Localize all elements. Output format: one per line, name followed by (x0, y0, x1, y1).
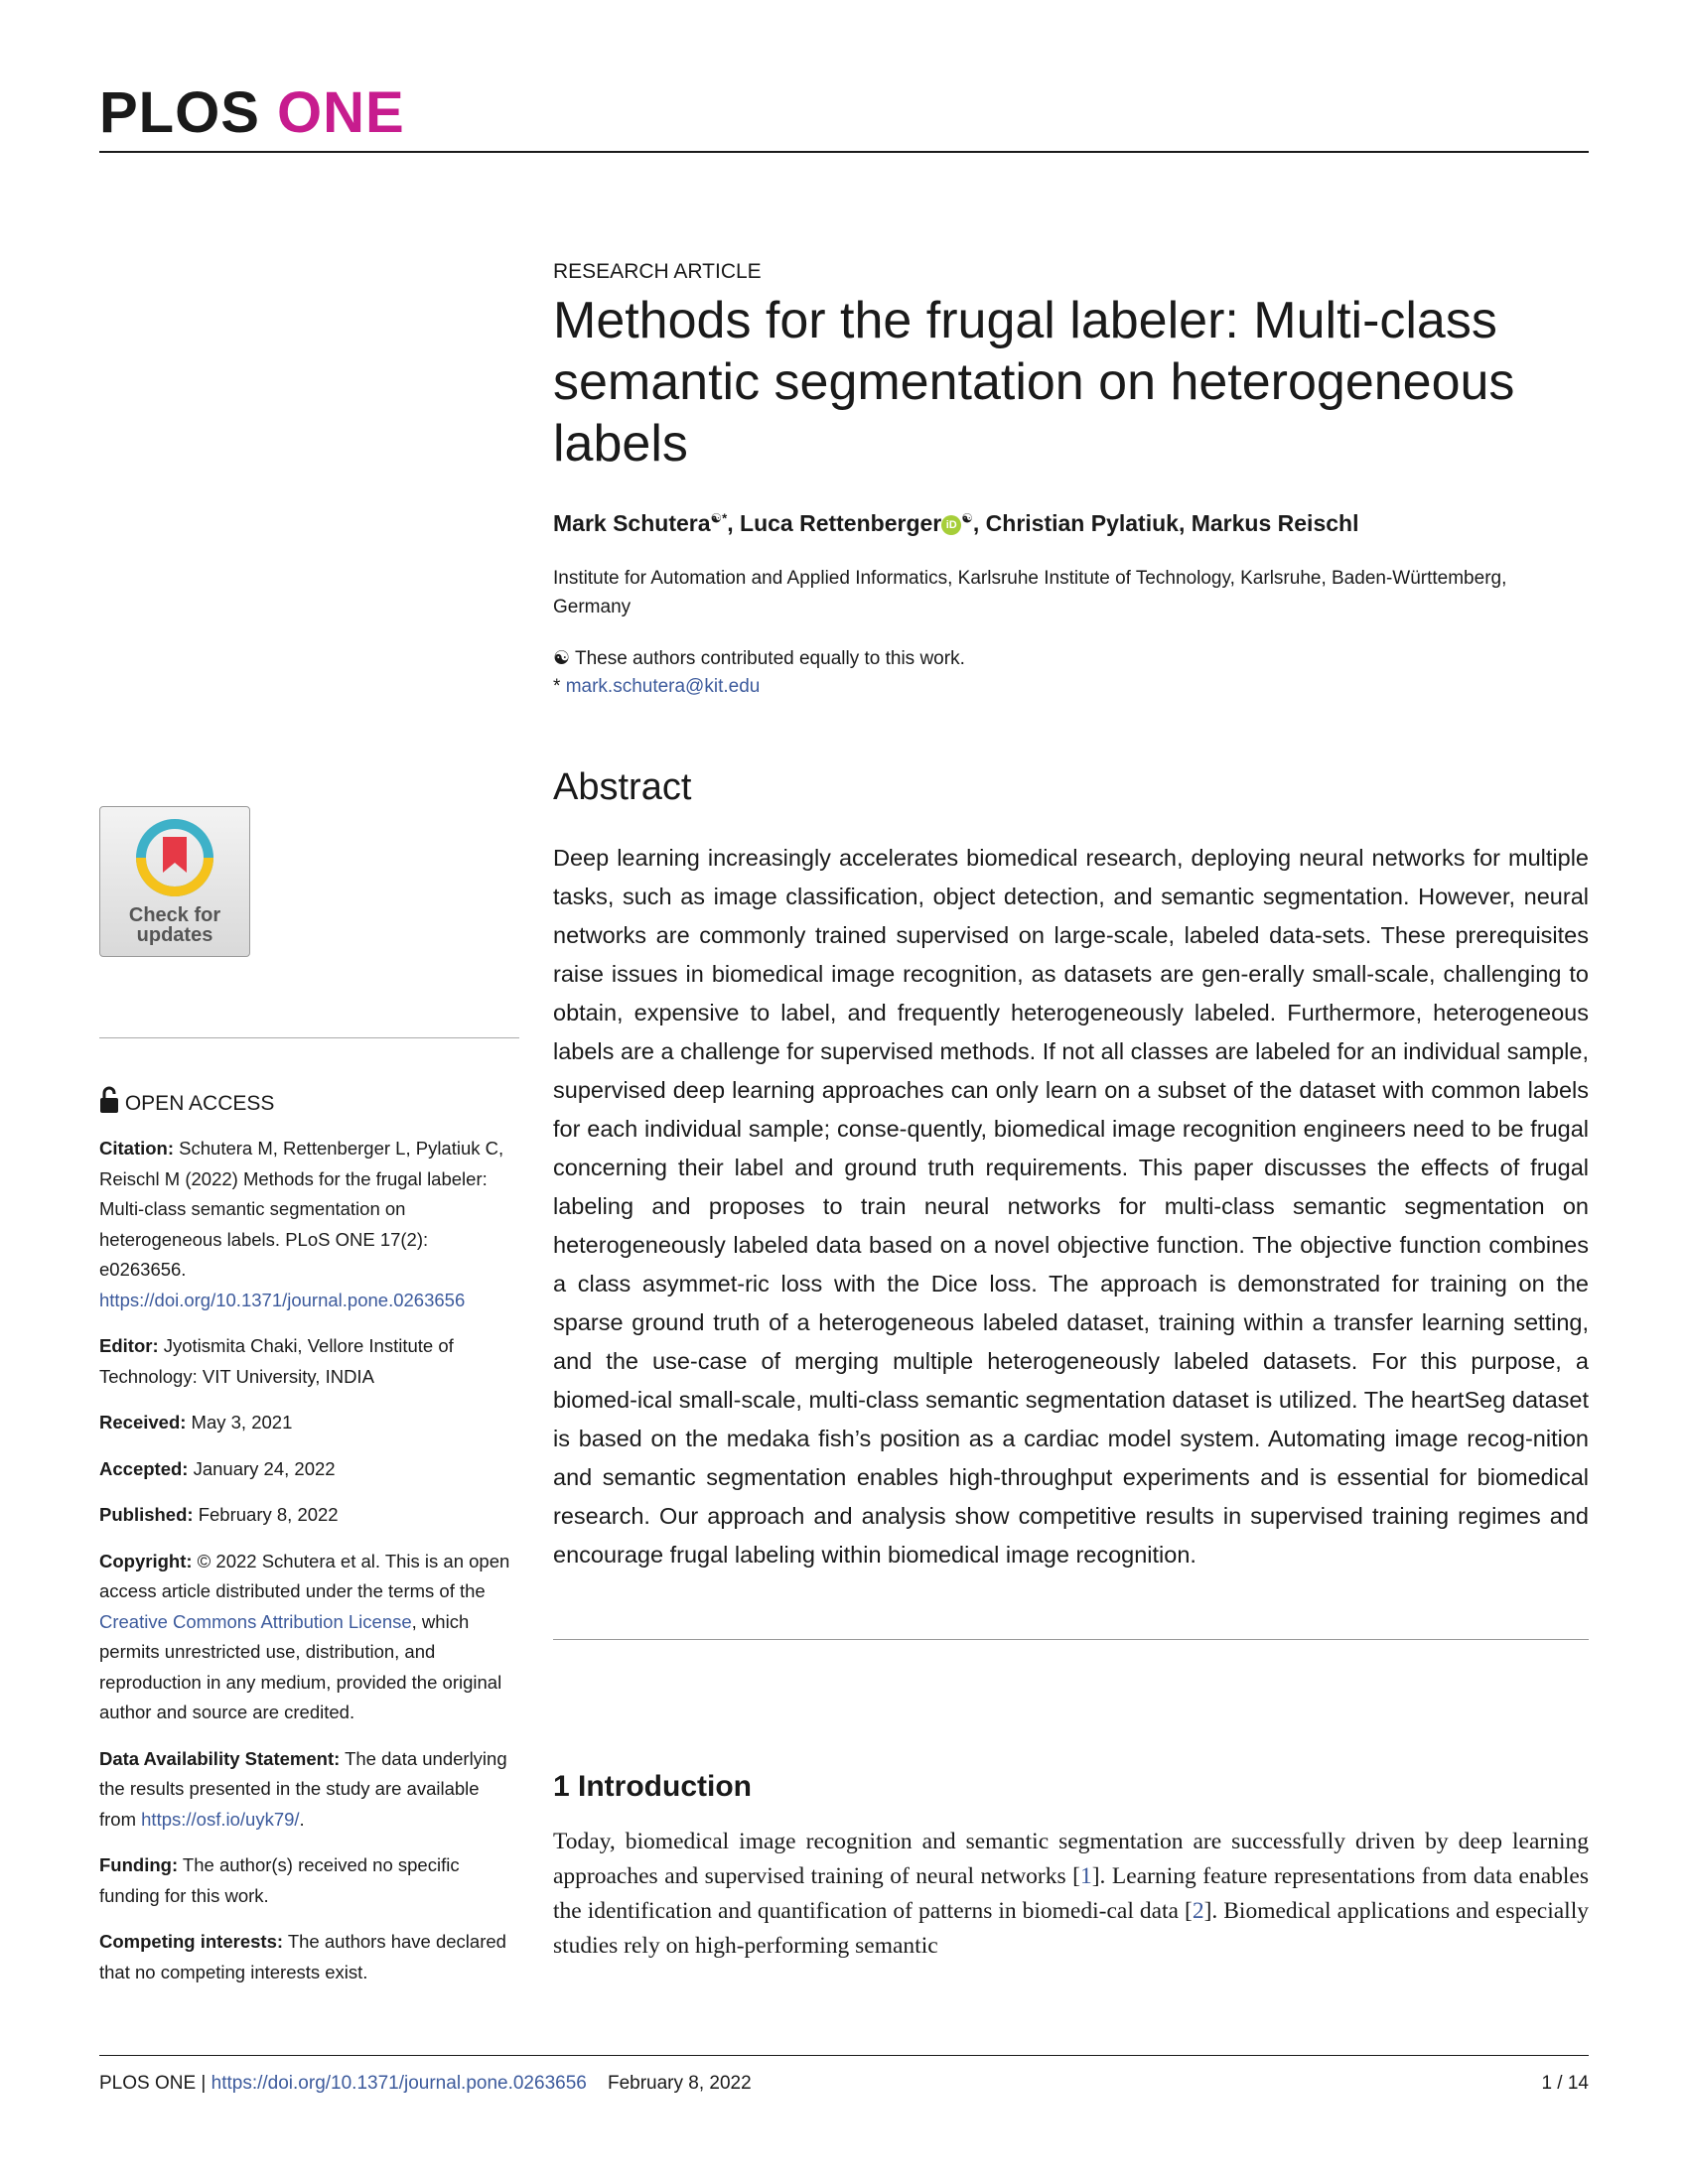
reference-link[interactable]: 1 (1079, 1863, 1092, 1889)
received-date: May 3, 2021 (191, 1412, 293, 1433)
copyright-label: Copyright: (99, 1550, 193, 1571)
competing-interests-block (99, 1927, 519, 1987)
received-label: Received: (99, 1412, 187, 1433)
published-block (99, 1500, 519, 1531)
competing-interests-text: The authors have declared that no competing interests exist. (99, 1931, 506, 1982)
intro-text (553, 1825, 1589, 1964)
corresponding-author (553, 673, 965, 701)
author-list: Mark Schutera☯*, Luca Rettenberger iD ☯, Christian Pylatiuk, Markus Reischl (553, 510, 1359, 536)
copyright-text: © 2022 Schutera et al. This is an open access article distributed under the terms of the (99, 1550, 510, 1601)
received-block (99, 1408, 519, 1438)
data-availability-end: . (299, 1808, 305, 1830)
citation-doi-link[interactable]: https://doi.org/10.1371/journal.pone.0263656 (99, 1289, 466, 1310)
footer-divider (99, 2055, 1589, 2056)
author-name: Mark Schutera (553, 510, 711, 536)
author-marks: ☯ (961, 510, 973, 526)
copyright-text-end: , which permits unrestricted use, distribution, and reproduction in any medium, provided the original author and source are credited. (99, 1610, 502, 1722)
data-availability-text: The data underlying the results presented in the study are available from (99, 1747, 507, 1830)
editor-label: Editor: (99, 1335, 159, 1356)
abstract-divider (553, 1639, 1589, 1640)
copyright-block (99, 1547, 519, 1728)
intro-heading: 1 Introduction (553, 1770, 752, 1803)
journal-logo (99, 79, 405, 146)
equal-contribution-note: ☯ These authors contributed equally to this work. (553, 648, 965, 669)
intro-text-part: ]. Biomedical applications and especially studies rely on high-performing semantic (553, 1898, 1589, 1959)
license-link[interactable]: Creative Commons Attribution License (99, 1610, 412, 1632)
funding-label: Funding: (99, 1854, 179, 1875)
editor-text: Jyotismita Chaki, Vellore Institute of Technology: VIT University, INDIA (99, 1335, 454, 1387)
accepted-label: Accepted: (99, 1457, 189, 1479)
sidebar-divider (99, 1037, 519, 1038)
footer (99, 2073, 752, 2095)
orcid-icon[interactable]: iD (941, 515, 961, 535)
article-title: Methods for the frugal labeler: Multi-class semantic segmentation on heterogeneous labels (553, 292, 1515, 473)
data-link[interactable]: https://osf.io/uyk79/ (141, 1808, 300, 1830)
citation-block (99, 1134, 519, 1315)
crossmark-icon (132, 815, 217, 900)
author-name: Luca Rettenberger (740, 510, 942, 536)
journal-logo-plos: PLOS (99, 80, 260, 145)
open-lock-icon (99, 1086, 119, 1114)
published-date: February 8, 2022 (198, 1504, 339, 1525)
accepted-date: January 24, 2022 (193, 1457, 336, 1479)
abstract-heading: Abstract (553, 766, 692, 808)
author-marks: ☯* (710, 510, 728, 526)
affiliation: Institute for Automation and Applied Informatics, Karlsruhe Institute of Technology, Karlsruhe, Baden-Württemberg, Germany (553, 568, 1507, 617)
article-metadata-sidebar (99, 1134, 519, 2003)
email-link[interactable]: mark.schutera@kit.edu (565, 676, 761, 697)
badge-line-1: Check for (128, 904, 221, 926)
reference-link[interactable]: 2 (1192, 1898, 1204, 1924)
competing-interests-label: Competing interests: (99, 1931, 284, 1952)
author-notes (553, 645, 965, 701)
footer-doi-link[interactable]: https://doi.org/10.1371/journal.pone.0263656 (211, 2073, 587, 2094)
citation-label: Citation: (99, 1138, 175, 1159)
corresponding-star: * (553, 676, 561, 697)
abstract-text: Deep learning increasingly accelerates biomedical research, deploying neural networks for multiple tasks, such as image classification, object detection, and semantic segmentation. However, neural networks are commonly trained supervised on large-scale, labeled data-sets. These prerequisites raise issues in biomedical image recognition, as datasets are gen-erally small-scale, challenging to obtain, expensive to label, and frequently heterogeneously labeled. Furthermore, heterogeneous labels are a challenge for supervised methods. If not all classes are labeled for an individual sample, supervised deep learning approaches can only learn on a subset of the dataset with common labels for each individual sample; conse-quently, biomedical image recognition engineers need to be frugal concerning their label and ground truth requirements. This paper discusses the effects of frugal labeling and proposes to train neural networks for multi-class semantic segmentation on heterogeneously labeled data based on a novel objective function. The objective function combines a class asymmet-ric loss with the Dice loss. The approach is demonstrated for training on the sparse ground truth of a heterogeneous labeled dataset, training within a transfer learning setting, and the use-case of merging multiple heterogeneously labeled datasets. For this purpose, a biomed-ical small-scale, multi-class semantic segmentation dataset is utilized. The heartSeg dataset is based on the medaka fish’s position as a cardiac model system. Automating image recog-nition and semantic segmentation enables high-throughput experiments and is essential for biomedical research. Our approach and analysis show competitive results in supervised training regimes and encourage frugal labeling within biomedical image recognition. (553, 845, 1589, 1568)
data-availability-block (99, 1744, 519, 1836)
article-type: RESEARCH ARTICLE (553, 260, 762, 283)
accepted-block (99, 1454, 519, 1485)
intro-text-part: Today, biomedical image recognition and semantic segmentation are successfully driven by deep learning approaches and supervised training of neural networks [ (553, 1829, 1589, 1889)
author-names-rest: , Christian Pylatiuk, Markus Reischl (972, 510, 1359, 536)
editor-block (99, 1331, 519, 1392)
footer-journal: PLOS ONE | (99, 2073, 207, 2094)
open-access-text: OPEN ACCESS (124, 1092, 275, 1115)
open-access-label (99, 1086, 274, 1116)
data-availability-label: Data Availability Statement: (99, 1747, 341, 1769)
header-divider (99, 151, 1589, 153)
intro-text-part: ]. Learning feature representations from data enables the identification and quantification of patterns in biomedi-cal data [ (553, 1863, 1589, 1924)
page-number: 1 / 14 (1541, 2073, 1589, 2094)
check-for-updates-badge[interactable] (99, 806, 250, 957)
published-label: Published: (99, 1504, 194, 1525)
journal-logo-one: ONE (277, 80, 405, 145)
badge-line-2: updates (136, 924, 213, 946)
funding-block (99, 1850, 519, 1911)
funding-text: The author(s) received no specific funding for this work. (99, 1854, 460, 1906)
footer-date: February 8, 2022 (607, 2073, 752, 2094)
citation-text: Schutera M, Rettenberger L, Pylatiuk C, Reischl M (2022) Methods for the frugal labeler: Multi-class semantic segmentation on heterogeneous labels. PLoS ONE 17(2): e0263656. (99, 1138, 504, 1280)
